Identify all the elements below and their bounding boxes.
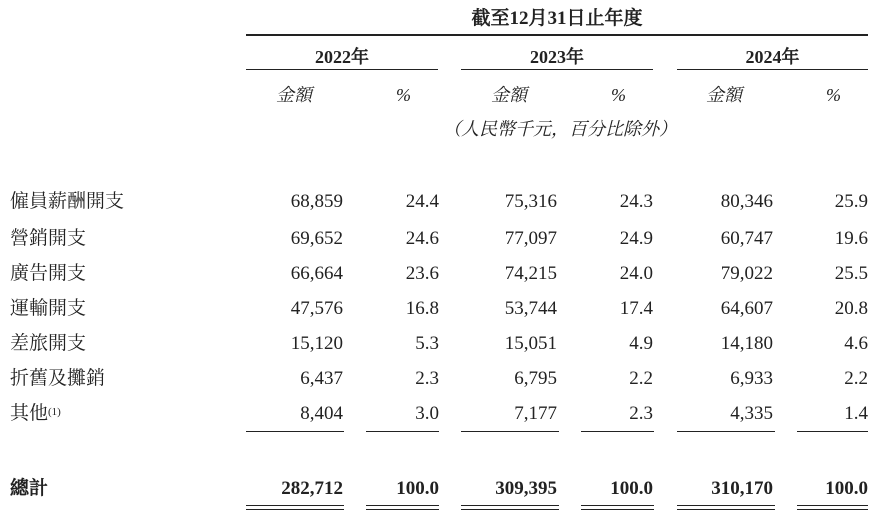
table-row: [0, 222, 894, 256]
amount-2024: 64,607: [720, 298, 773, 319]
table-row: [0, 257, 894, 291]
total-double-rule: [581, 505, 654, 510]
percent-2022: 24.6: [405, 228, 439, 249]
row-label-text: 其他: [10, 403, 49, 424]
table-row: [0, 327, 894, 361]
footnote-marker: (1): [48, 406, 61, 418]
percent-2023: 24.3: [619, 191, 653, 212]
amount-2023: 7,177: [514, 403, 557, 424]
year-header-2024: 2024年: [745, 47, 800, 67]
total-percent-2023: 100.0: [610, 478, 653, 499]
percent-2023: 24.9: [619, 228, 653, 249]
percent-2024: 25.5: [834, 263, 868, 284]
subtotal-rule: [246, 431, 344, 432]
row-label: 僱員薪酬開支: [10, 191, 125, 212]
percent-2022: 16.8: [405, 298, 439, 319]
amount-label-2024: 金額: [706, 85, 742, 105]
percent-2022: 24.4: [405, 191, 439, 212]
amount-2024: 6,933: [730, 368, 773, 389]
subtotal-rule: [581, 431, 654, 432]
amount-2023: 75,316: [504, 191, 557, 212]
year-header-2023: 2023年: [530, 47, 584, 67]
amount-2022: 47,576: [290, 298, 343, 319]
header-rule: [246, 34, 868, 36]
percent-2024: 2.2: [844, 368, 868, 389]
amount-2024: 4,335: [730, 403, 773, 424]
total-double-rule: [797, 505, 868, 510]
percent-label-2022: %: [396, 85, 411, 105]
row-label: 運輸開支: [10, 298, 87, 319]
amount-2023: 53,744: [504, 298, 557, 319]
year-rule-2024: [677, 69, 868, 70]
table-row: [0, 185, 894, 219]
total-amount-2023: 309,395: [495, 478, 557, 499]
amount-2022: 68,859: [290, 191, 343, 212]
amount-2024: 80,346: [720, 191, 773, 212]
amount-2022: 8,404: [300, 403, 343, 424]
amount-label-2023: 金額: [491, 85, 527, 105]
percent-2023: 2.2: [629, 368, 653, 389]
unit-note: （人民幣千元，百分比除外）: [443, 119, 677, 139]
amount-2023: 6,795: [514, 368, 557, 389]
total-row: [0, 472, 894, 506]
percent-label-2024: %: [826, 85, 841, 105]
amount-2023: 77,097: [504, 228, 557, 249]
row-label: [10, 397, 61, 431]
row-label: 折舊及攤銷: [10, 368, 106, 389]
year-rule-2022: [246, 69, 438, 70]
amount-2022: 6,437: [300, 368, 343, 389]
percent-2024: 4.6: [844, 333, 868, 354]
percent-2024: 1.4: [844, 403, 868, 424]
percent-2023: 2.3: [629, 403, 653, 424]
year-header-2022: 2022年: [315, 47, 369, 67]
subtotal-rule: [461, 431, 559, 432]
percent-2022: 2.3: [415, 368, 439, 389]
row-label: 差旅開支: [10, 333, 87, 354]
percent-2024: 25.9: [834, 191, 868, 212]
table-row: [0, 292, 894, 326]
period-header: 截至12月31日止年度: [471, 8, 643, 29]
amount-2024: 60,747: [720, 228, 773, 249]
total-percent-2022: 100.0: [396, 478, 439, 499]
subtotal-rule: [366, 431, 439, 432]
percent-label-2023: %: [611, 85, 626, 105]
amount-2022: 15,120: [290, 333, 343, 354]
percent-2022: 5.3: [415, 333, 439, 354]
total-double-rule: [366, 505, 439, 510]
amount-2023: 74,215: [504, 263, 557, 284]
total-percent-2024: 100.0: [825, 478, 868, 499]
percent-2024: 20.8: [834, 298, 868, 319]
total-amount-2024: 310,170: [711, 478, 773, 499]
total-amount-2022: 282,712: [281, 478, 343, 499]
percent-2023: 24.0: [619, 263, 653, 284]
percent-2022: 3.0: [415, 403, 439, 424]
row-label: 廣告開支: [10, 263, 87, 284]
table-row: [0, 397, 894, 431]
percent-2022: 23.6: [405, 263, 439, 284]
amount-2022: 66,664: [290, 263, 343, 284]
year-rule-2023: [461, 69, 653, 70]
percent-2023: 17.4: [619, 298, 653, 319]
total-double-rule: [461, 505, 559, 510]
total-double-rule: [246, 505, 344, 510]
row-label: 營銷開支: [10, 228, 87, 249]
table-row: [0, 362, 894, 396]
amount-2024: 79,022: [720, 263, 773, 284]
total-double-rule: [677, 505, 775, 510]
subtotal-rule: [797, 431, 868, 432]
amount-2022: 69,652: [290, 228, 343, 249]
amount-2024: 14,180: [720, 333, 773, 354]
amount-label-2022: 金額: [276, 85, 312, 105]
total-label: 總計: [10, 478, 49, 499]
percent-2023: 4.9: [629, 333, 653, 354]
amount-2023: 15,051: [504, 333, 557, 354]
subtotal-rule: [677, 431, 775, 432]
percent-2024: 19.6: [834, 228, 868, 249]
